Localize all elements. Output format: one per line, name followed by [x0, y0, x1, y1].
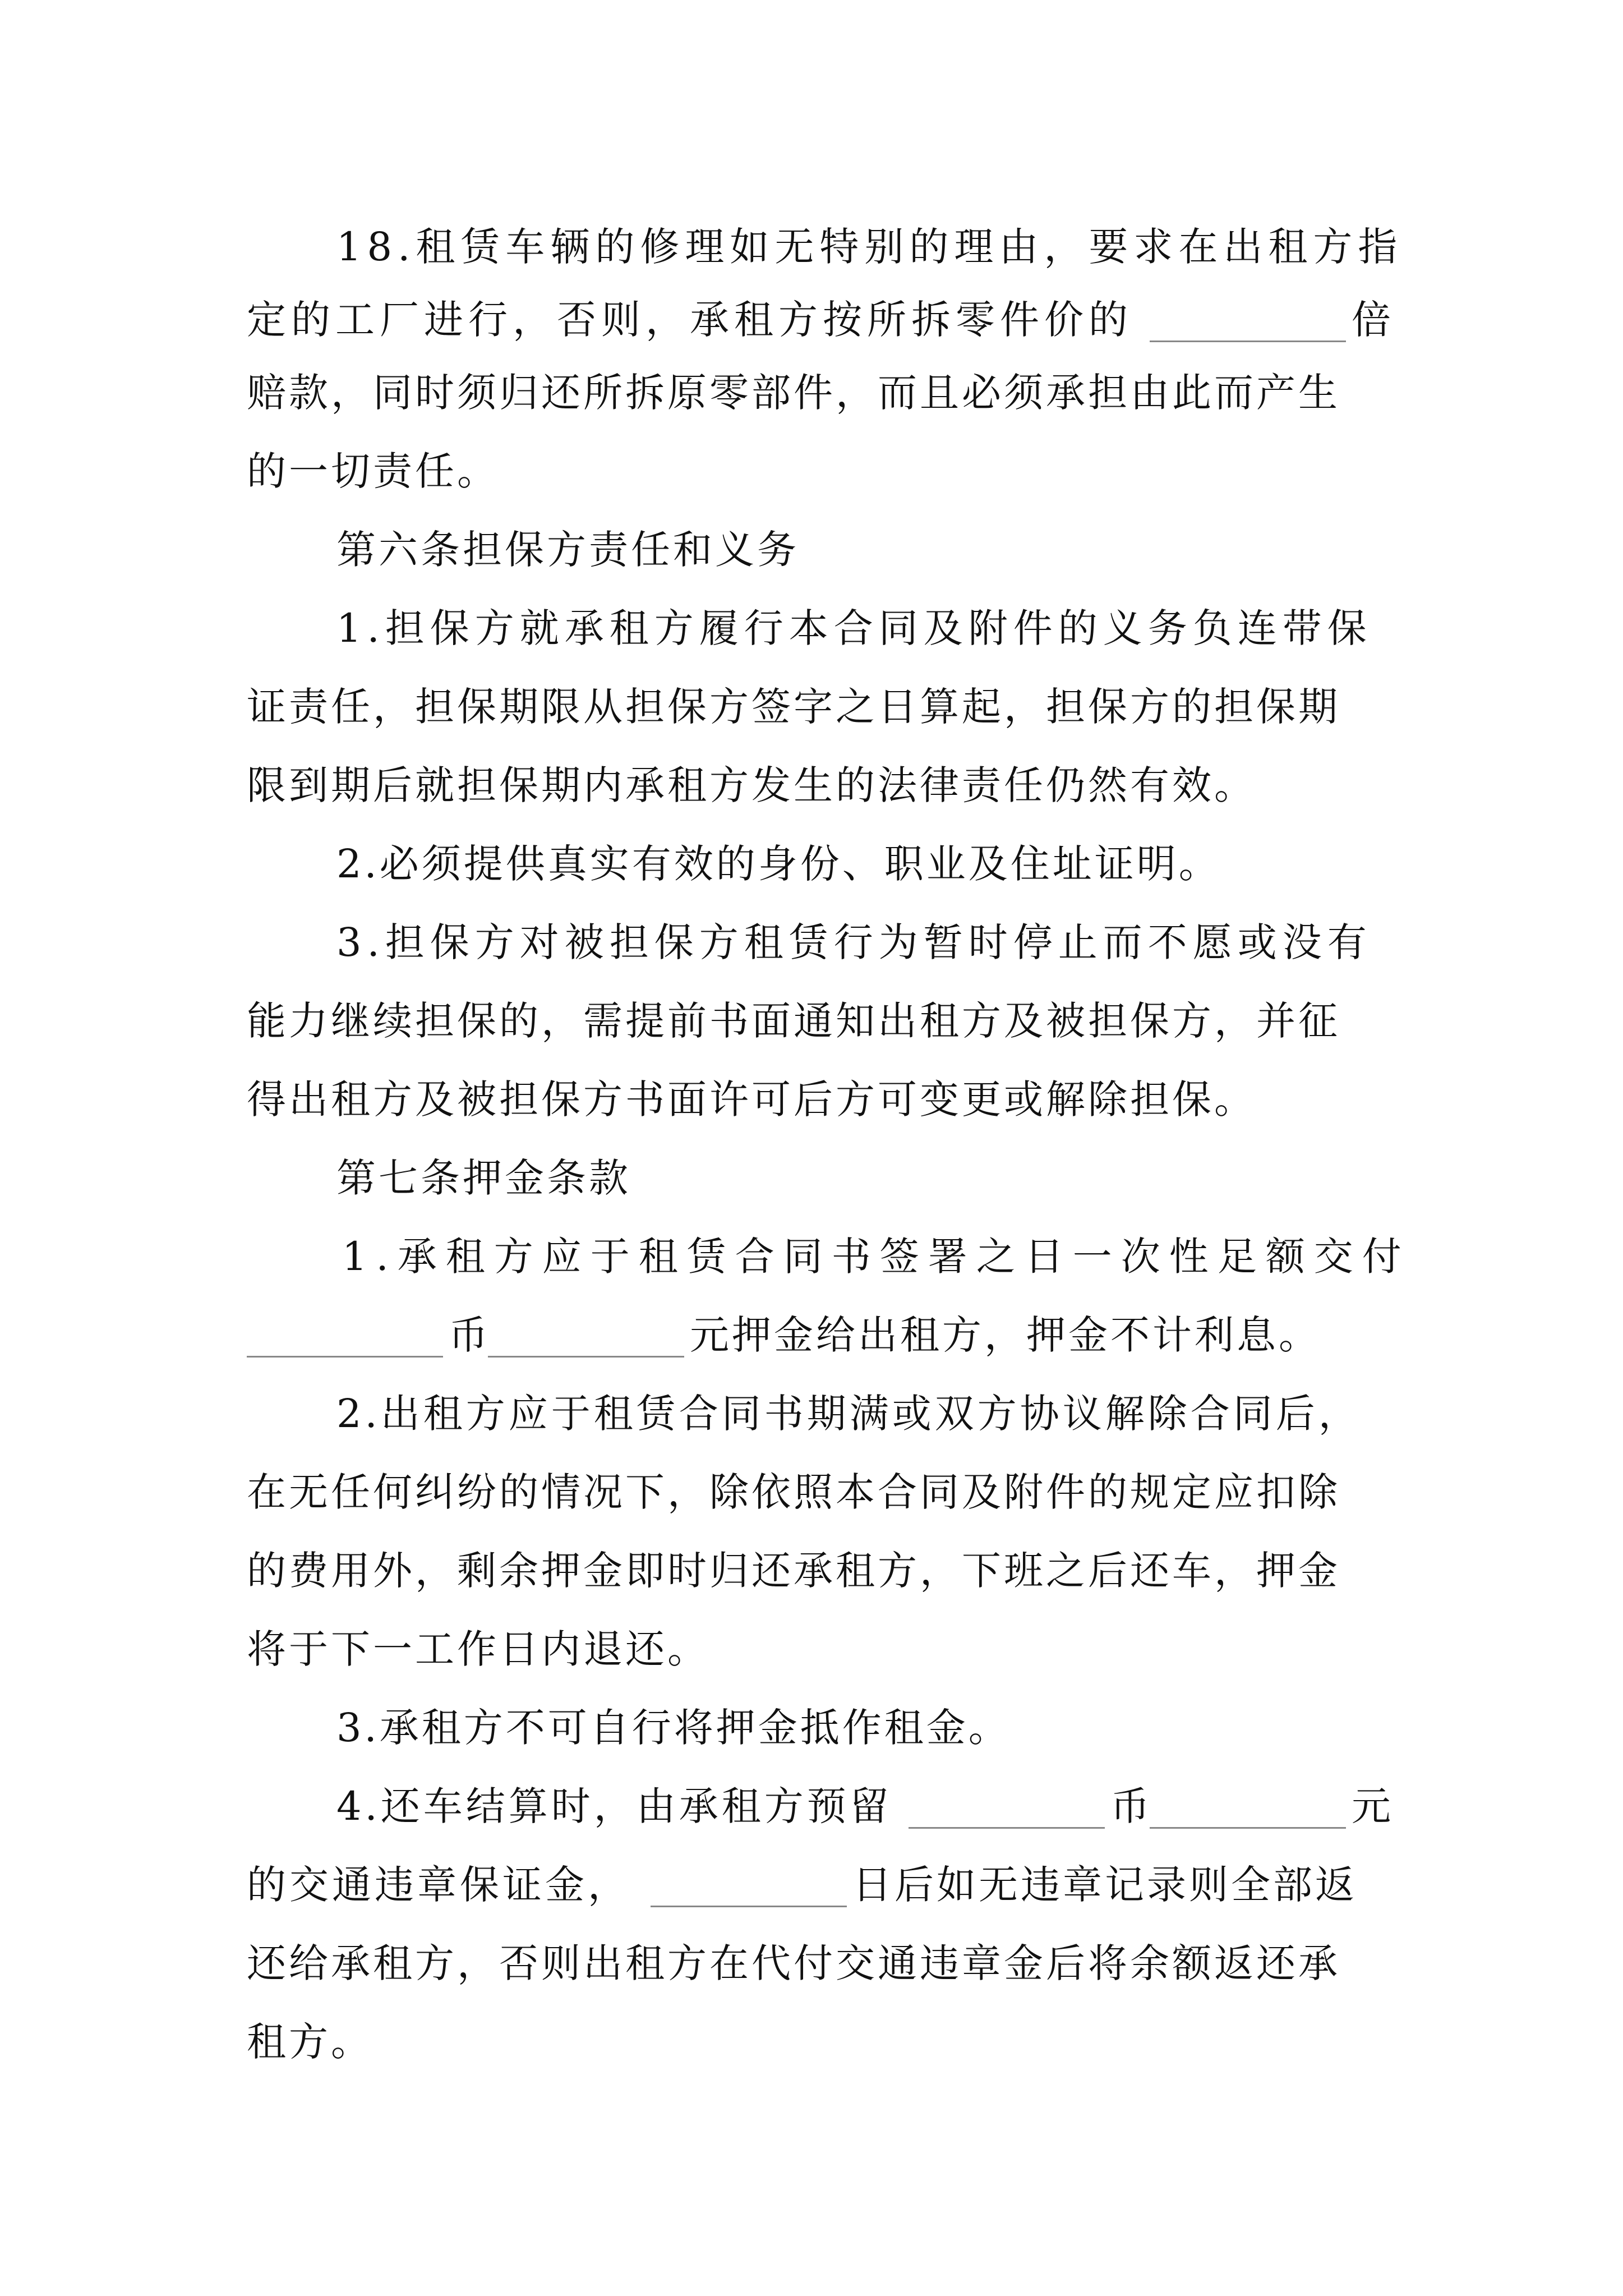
clause-18-text: 的一切责任。	[247, 448, 499, 494]
paragraph-line	[0, 668, 1623, 746]
clause-6-1-text: 限到期后就担保期内承租方发生的法律责任仍然有效。	[247, 762, 1256, 808]
paragraph-line	[0, 1453, 1623, 1531]
clause-7-2-text: 将于下一工作日内退还。	[247, 1626, 709, 1672]
clause-7-1-text: 币	[449, 1312, 488, 1358]
fill-in-blank	[651, 1846, 847, 1924]
clause-7-1-text: 1.承租方应于租赁合同书签署之日一次性足额交付	[342, 1234, 1410, 1280]
clause-7-2-text: 在无任何纠纷的情况下，除依照本合同及附件的规定应扣除	[247, 1469, 1340, 1515]
section-7-heading: 第七条押金条款	[336, 1155, 631, 1201]
paragraph-line	[0, 825, 1623, 903]
clause-7-4-text: 日后如无违章记录则全部返	[852, 1862, 1357, 1908]
paragraph-line	[0, 1610, 1623, 1688]
fill-in-blank	[909, 1767, 1105, 1846]
clause-7-2-text: 2.出租方应于租赁合同书期满或双方协议解除合同后，	[336, 1391, 1361, 1437]
paragraph-line	[0, 280, 1623, 359]
paragraph-line	[0, 1846, 1623, 1924]
paragraph-line	[0, 746, 1623, 825]
paragraph-line	[0, 1217, 1623, 1296]
clause-18-text: 倍	[1352, 297, 1391, 343]
paragraph-line	[0, 353, 1623, 432]
section-6-heading: 第六条担保方责任和义务	[336, 527, 799, 573]
clause-7-2-text: 的费用外，剩余押金即时归还承租方，下班之后还车，押金	[247, 1548, 1340, 1594]
clause-7-4-text: 元	[1352, 1783, 1391, 1829]
clause-18-text: 18.租赁车辆的修理如无特别的理由，要求在出租方指	[336, 224, 1403, 270]
fill-in-blank	[247, 1296, 443, 1374]
section-heading	[0, 510, 1623, 589]
paragraph-line	[0, 1767, 1623, 1846]
paragraph-line	[0, 1296, 1623, 1374]
paragraph-line	[0, 2003, 1623, 2081]
paragraph-line	[0, 208, 1623, 286]
clause-6-3-text: 得出租方及被担保方书面许可后方可变更或解除担保。	[247, 1076, 1256, 1122]
paragraph-line	[0, 1924, 1623, 2003]
clause-6-3-text: 能力继续担保的，需提前书面通知出租方及被担保方，并征	[247, 998, 1340, 1044]
fill-in-blank	[1150, 1767, 1346, 1846]
clause-7-3-text: 3.承租方不可自行将押金抵作租金。	[336, 1705, 1011, 1751]
paragraph-line	[0, 1374, 1623, 1453]
clause-7-4-text: 租方。	[247, 2019, 373, 2065]
clause-6-2-text: 2.必须提供真实有效的身份、职业及住址证明。	[336, 841, 1221, 887]
clause-6-3-text: 3.担保方对被担保方租赁行为暂时停止而不愿或没有	[336, 919, 1372, 965]
section-heading	[0, 1139, 1623, 1217]
fill-in-blank	[488, 1296, 684, 1374]
paragraph-line	[0, 432, 1623, 510]
paragraph-line	[0, 589, 1623, 668]
paragraph-line	[0, 1531, 1623, 1610]
clause-7-4-text: 还给承租方，否则出租方在代付交通违章金后将余额返还承	[247, 1940, 1340, 1986]
clause-18-text: 赔款，同时须归还所拆原零部件，而且必须承担由此而产生	[247, 370, 1340, 416]
clause-7-4-text: 币	[1110, 1783, 1150, 1829]
paragraph-line	[0, 1688, 1623, 1767]
clause-7-4-text: 4.还车结算时，由承租方预留	[336, 1783, 892, 1829]
clause-7-1-text: 元押金给出租方，押金不计利息。	[690, 1312, 1321, 1358]
paragraph-line	[0, 982, 1623, 1060]
fill-in-blank	[1150, 280, 1346, 359]
clause-18-text: 定的工厂进行，否则，承租方按所拆零件价的	[247, 297, 1133, 343]
clause-7-4-text: 的交通违章保证金，	[247, 1862, 630, 1908]
clause-6-1-text: 1.担保方就承租方履行本合同及附件的义务负连带保	[336, 605, 1372, 651]
paragraph-line	[0, 903, 1623, 982]
clause-6-1-text: 证责任，担保期限从担保方签字之日算起，担保方的担保期	[247, 684, 1340, 730]
paragraph-line	[0, 1060, 1623, 1139]
